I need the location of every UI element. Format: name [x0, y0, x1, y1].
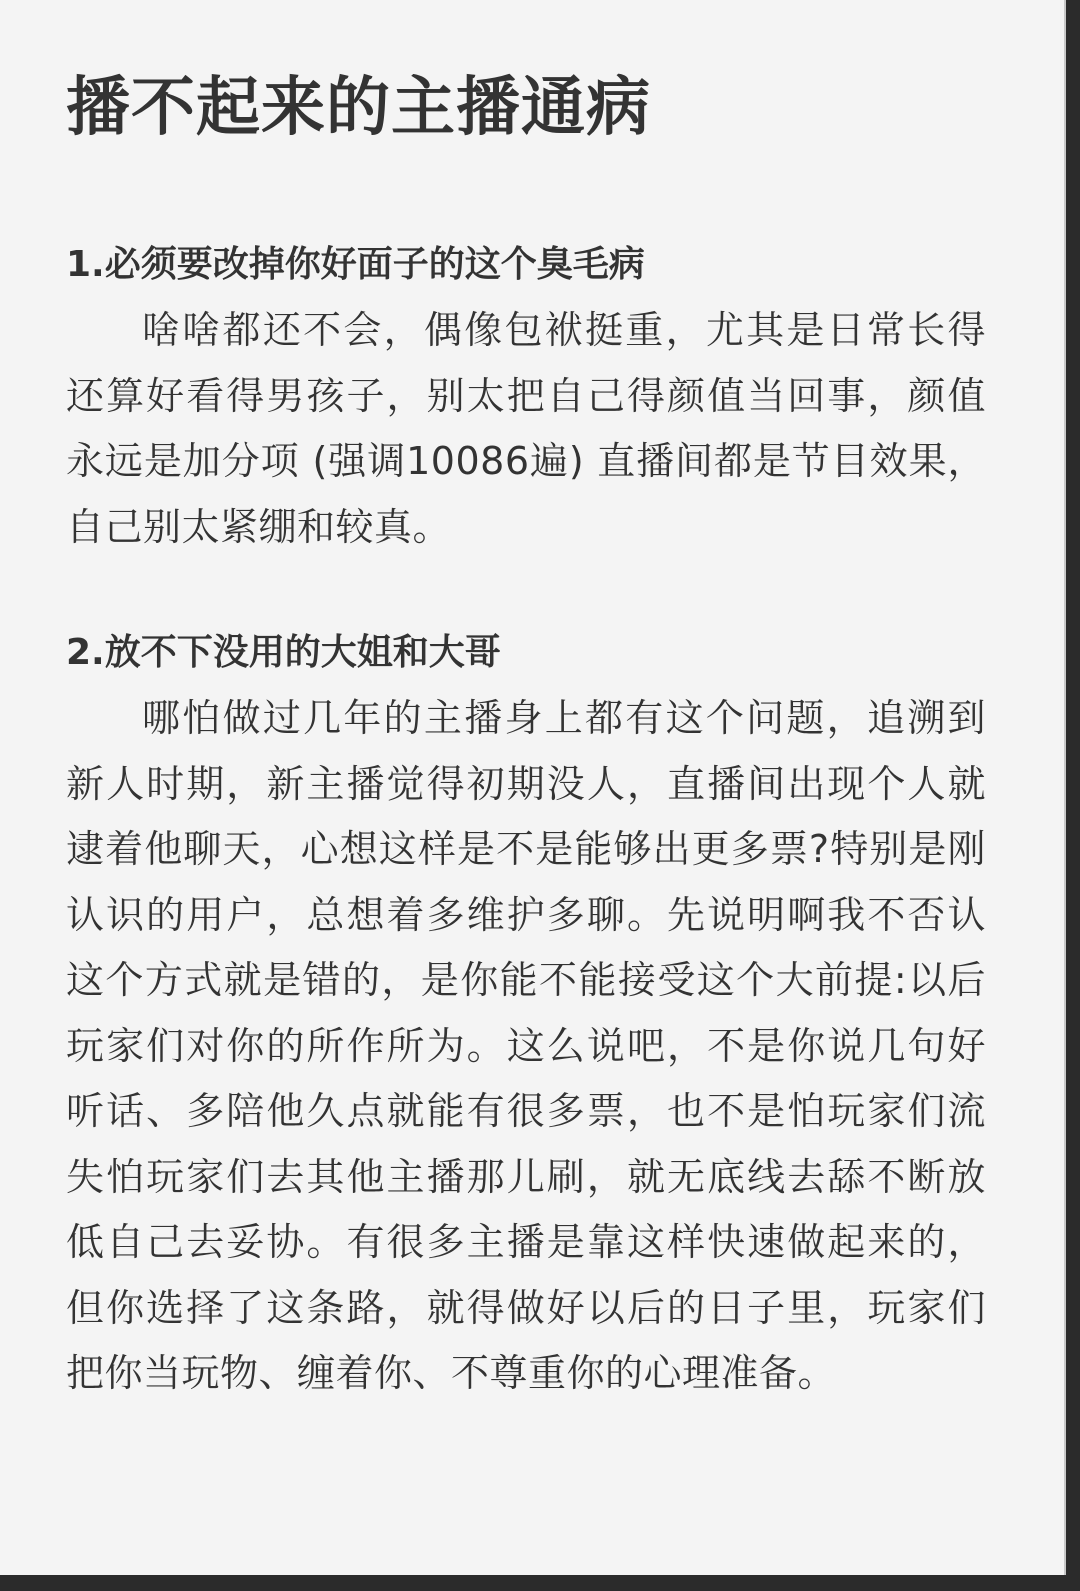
section-1-body: 啥啥都还不会，偶像包袱挺重，尤其是日常长得还算好看得男孩子，别太把自己得颜值当回事，颜值永远是加分项 (强调10086遍) 直播间都是节目效果，自己别太紧绷和较真。 — [66, 308, 986, 549]
section-2-body: 哪怕做过几年的主播身上都有这个问题，追溯到新人时期，新主播觉得初期没人，直播间出现个人就逮着他聊天，心想这样是不是能够出更多票?特别是刚认识的用户，总想着多维护多聊。先说明啊我不否认这个方式就是错的，是你能不能接受这个大前提:以后玩家们对你的所作所为。这么说吧，不是你说几句好听话、多陪他久点就能有很多票，也不是怕玩家们流失怕玩家们去其他主播那儿刷，就无底线去舔不断放低自己去妥协。有很多主播是靠这样快速做起来的，但你选择了这条路，就得做好以后的日子里，玩家们把你当玩物、缠着你、不尊重你的心理准备。 — [66, 696, 986, 1395]
section-2 — [66, 620, 986, 1407]
page-title: 播不起来的主播通病 — [66, 71, 651, 145]
bottom-edge-bar — [0, 1575, 1080, 1591]
section-1 — [66, 232, 986, 560]
section-1-heading: 1.必须要改掉你好面子的这个臭毛病 — [66, 244, 645, 285]
section-2-heading: 2.放不下没用的大姐和大哥 — [66, 632, 501, 673]
